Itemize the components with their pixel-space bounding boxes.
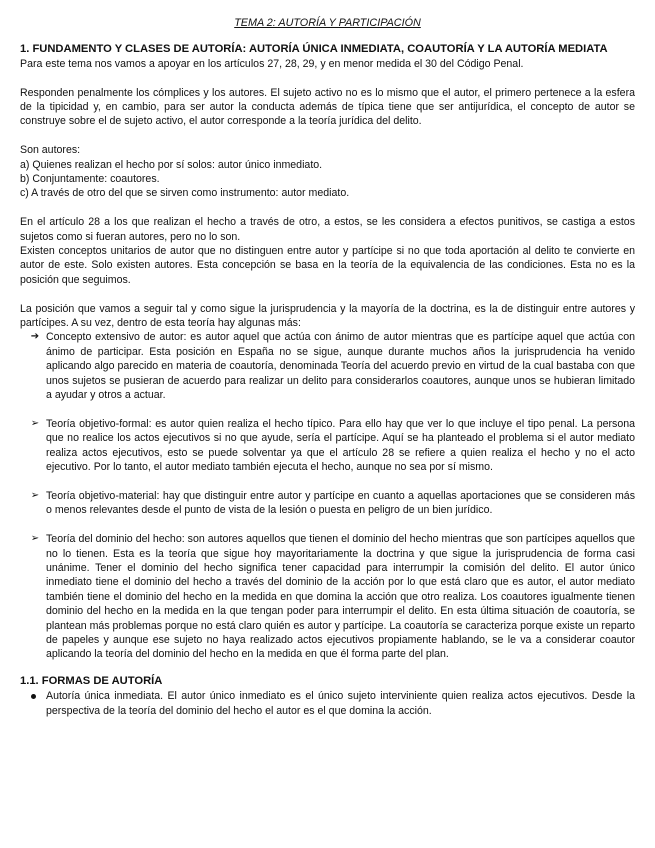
paragraph-posicion: La posición que vamos a seguir tal y como sigue la jurisprudencia y la mayoría de la doctrina, es la de distinguir entre autores y partícipes. A su vez, dentro de esta teoría hay algunas más: bbox=[20, 302, 635, 330]
section-heading-1: 1. FUNDAMENTO Y CLASES DE AUTORÍA: AUTORÍA ÚNICA INMEDIATA, COAUTORÍA Y LA AUTORÍA MEDIATA bbox=[20, 43, 608, 56]
list-item bbox=[20, 330, 635, 402]
theory-text: Teoría objetivo-formal: es autor quien realiza el hecho típico. Para ello hay que ver lo que incluye el tipo penal. La persona que no realice los actos ejecutivos si no que ayude, sería el partícipe. Aquí se ha planteado el problema si el autor mediato realiza actos ejecutivos, esto se puede solventar ya que el artículo 28 se refiere a quien realiza el hecho y no el acto ejecutivo. Por lo tanto, el autor mediato también ejecuta el hecho, aunque no sea por sí mismo. bbox=[46, 417, 635, 474]
paragraph-responden: Responden penalmente los cómplices y los autores. El sujeto activo no es lo mismo que el autor, el primero pertenece a la esfera de la tipicidad y, en cambio, para ser autor la conducta además de típica tiene que ser antijurídica, el concepto de autor se construye sobre el de sujeto activo, el autor corresponde a la teoría jurídica del delito. bbox=[20, 86, 635, 128]
theory-text: Teoría del dominio del hecho: son autores aquellos que tienen el dominio del hecho mientras que son partícipes aquellos que no lo tienen. Esta es la teoría que sigue hoy mayoritariamente la doctrina y que sigue la jurisprudencia de forma casi unánime. Tener el dominio del hecho significa tener capacidad para interrumpir la comisión del delito. El autor único inmediato tiene el dominio del hecho a través del dominio de la acción por lo que está claro que es autor, el autor mediato también tiene el dominio del hecho en la medida en que domina la acción que otro realiza. Los coautores igualmente tienen dominio del hecho en la medida en la que tengan poder para interrumpir el delito. En esta última situación de coautoría, se plantean más problemas porque no está claro quién es autor y partícipe. La coautoría se caracteriza porque existe un reparto de papeles y aunque ese sujeto no haya realizado actos ejecutivos propiamente hablando, se le va a considerar coautor aplicando la teoría del dominio del hecho en la medida en que él forma parte del plan. bbox=[46, 533, 635, 661]
theory-text: Teoría objetivo-material: hay que distinguir entre autor y partícipe en cuanto a aquellas aportaciones que se consideren más o menos relevantes desde el punto de vista de la lesión o puesta en peligro de un bien jurídico. bbox=[46, 489, 635, 517]
list-item bbox=[20, 532, 635, 662]
paragraph-articulo-28: En el artículo 28 a los que realizan el hecho a través de otro, a estos, se les considera a efectos punitivos, se castiga a estos sujetos como si fueran autores, pero no lo son. bbox=[20, 216, 635, 243]
intro-paragraph: Para este tema nos vamos a apoyar en los artículos 27, 28, 29, y en menor medida el 30 del Código Penal. bbox=[20, 57, 524, 70]
theory-text: Concepto extensivo de autor: es autor aquel que actúa con ánimo de autor mientras que es partícipe aquel que actúa con ánimo de participar. Esta posición en España no se sigue, aunque durante muchos años la jurisprudencia ha venido aplicando algo parecido en materia de coautoría, denominada Teoría del acuerdo previo en virtud de la cual bastaba con que unos sujetos se pusieran de acuerdo para realizar un delito para considerarlos coautores, aunque unos se hubieran limitado a ayudar y otros a actuar. bbox=[46, 331, 635, 402]
son-autores-label: Son autores: bbox=[20, 144, 81, 157]
list-item bbox=[20, 417, 635, 475]
paragraph-conceptos-unitarios: Existen conceptos unitarios de autor que no distinguen entre autor y partícipe si no que toda aportación al delito te convierte en autor de este. Solo existen autores. Esta concepción se basa en la teoría de la equivalencia de las condiciones. Esta no es la posición que seguimos. bbox=[20, 245, 635, 286]
forma-text: Autoría única inmediata. El autor único inmediato es el único sujeto interviniente quien realiza actos ejecutivos. Desde la perspectiva de la teoría del dominio del hecho el autor es el que domina la acción. bbox=[46, 690, 635, 717]
list-item: b) Conjuntamente: coautores. bbox=[20, 173, 160, 186]
list-item: a) Quienes realizan el hecho por sí solos: autor único inmediato. bbox=[20, 158, 323, 171]
arrowhead-bullet-icon: ➢ bbox=[30, 489, 40, 501]
list-item bbox=[20, 489, 635, 518]
arrow-bullet-icon: ➔ bbox=[30, 331, 40, 343]
formas-list bbox=[20, 689, 635, 718]
section-heading-2: 1.1. FORMAS DE AUTORÍA bbox=[20, 674, 163, 687]
bullet-dot-icon bbox=[31, 694, 36, 699]
document-title: TEMA 2: AUTORÍA Y PARTICIPACIÓN bbox=[234, 17, 421, 29]
list-item: c) A través de otro del que se sirven como instrumento: autor mediato. bbox=[20, 187, 350, 200]
arrowhead-bullet-icon: ➢ bbox=[30, 533, 40, 545]
list-item bbox=[20, 689, 635, 718]
theories-list bbox=[20, 330, 635, 661]
arrowhead-bullet-icon: ➢ bbox=[30, 417, 40, 429]
son-autores-list bbox=[20, 158, 635, 201]
